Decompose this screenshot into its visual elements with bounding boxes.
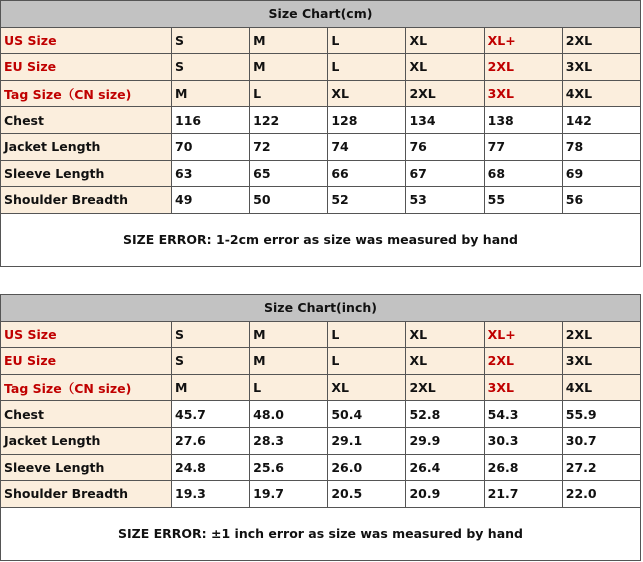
measure-cell: 68 bbox=[484, 160, 562, 187]
size-cell: M bbox=[172, 80, 250, 107]
measure-cell: 76 bbox=[406, 133, 484, 160]
measure-cell: 48.0 bbox=[250, 401, 328, 428]
size-error-note: SIZE ERROR: ±1 inch error as size was measured by hand bbox=[0, 508, 641, 561]
measure-cell: 52 bbox=[328, 187, 406, 214]
measure-cell: 21.7 bbox=[484, 481, 562, 508]
size-cell: 2XL bbox=[406, 80, 484, 107]
row-label: Sleeve Length bbox=[1, 160, 172, 187]
us-size-row bbox=[1, 321, 641, 348]
shoulder-breadth-row bbox=[1, 187, 641, 214]
jacket-length-row bbox=[1, 133, 641, 160]
size-cell: XL bbox=[328, 374, 406, 401]
measure-cell: 53 bbox=[406, 187, 484, 214]
measure-cell: 122 bbox=[250, 107, 328, 134]
size-cell: M bbox=[172, 374, 250, 401]
measure-cell: 55 bbox=[484, 187, 562, 214]
measure-cell: 50 bbox=[250, 187, 328, 214]
row-label: Jacket Length bbox=[1, 427, 172, 454]
measure-cell: 134 bbox=[406, 107, 484, 134]
size-cell: XL bbox=[406, 348, 484, 375]
measure-cell: 19.3 bbox=[172, 481, 250, 508]
size-cell: S bbox=[172, 54, 250, 81]
size-cell: XL+ bbox=[484, 27, 562, 54]
measure-cell: 142 bbox=[562, 107, 640, 134]
row-label: US Size bbox=[1, 27, 172, 54]
size-cell: 2XL bbox=[406, 374, 484, 401]
measure-cell: 26.8 bbox=[484, 454, 562, 481]
size-cell: L bbox=[328, 27, 406, 54]
measure-cell: 55.9 bbox=[562, 401, 640, 428]
size-cell: S bbox=[172, 27, 250, 54]
row-label: EU Size bbox=[1, 348, 172, 375]
measure-cell: 63 bbox=[172, 160, 250, 187]
measure-cell: 138 bbox=[484, 107, 562, 134]
measure-cell: 26.0 bbox=[328, 454, 406, 481]
measure-cell: 54.3 bbox=[484, 401, 562, 428]
measure-cell: 30.7 bbox=[562, 427, 640, 454]
size-cell: XL bbox=[328, 80, 406, 107]
size-cell: L bbox=[250, 80, 328, 107]
table-title-row bbox=[1, 295, 641, 322]
us-size-row bbox=[1, 27, 641, 54]
measure-cell: 74 bbox=[328, 133, 406, 160]
size-cell: 2XL bbox=[562, 27, 640, 54]
size-cell: XL bbox=[406, 321, 484, 348]
size-cell: XL+ bbox=[484, 321, 562, 348]
shoulder-breadth-row bbox=[1, 481, 641, 508]
row-label: Chest bbox=[1, 401, 172, 428]
row-label: Chest bbox=[1, 107, 172, 134]
measure-cell: 29.1 bbox=[328, 427, 406, 454]
size-cell: 2XL bbox=[562, 321, 640, 348]
measure-cell: 65 bbox=[250, 160, 328, 187]
size-cell: S bbox=[172, 321, 250, 348]
size-chart-inch bbox=[0, 294, 641, 561]
row-label: EU Size bbox=[1, 54, 172, 81]
chest-row bbox=[1, 401, 641, 428]
measure-cell: 20.5 bbox=[328, 481, 406, 508]
size-cell: 2XL bbox=[484, 348, 562, 375]
measure-cell: 66 bbox=[328, 160, 406, 187]
size-cell: L bbox=[328, 54, 406, 81]
size-cell: 4XL bbox=[562, 374, 640, 401]
size-table-inch bbox=[0, 294, 641, 508]
size-cell: 3XL bbox=[562, 54, 640, 81]
measure-cell: 50.4 bbox=[328, 401, 406, 428]
measure-cell: 77 bbox=[484, 133, 562, 160]
size-cell: S bbox=[172, 348, 250, 375]
sleeve-length-row bbox=[1, 160, 641, 187]
table-title: Size Chart(cm) bbox=[1, 1, 641, 28]
measure-cell: 56 bbox=[562, 187, 640, 214]
size-cell: 3XL bbox=[484, 80, 562, 107]
size-cell: M bbox=[250, 348, 328, 375]
measure-cell: 78 bbox=[562, 133, 640, 160]
row-label: Jacket Length bbox=[1, 133, 172, 160]
size-table-cm bbox=[0, 0, 641, 214]
size-cell: M bbox=[250, 54, 328, 81]
size-cell: M bbox=[250, 321, 328, 348]
measure-cell: 49 bbox=[172, 187, 250, 214]
size-cell: L bbox=[328, 321, 406, 348]
size-cell: M bbox=[250, 27, 328, 54]
measure-cell: 24.8 bbox=[172, 454, 250, 481]
eu-size-row bbox=[1, 348, 641, 375]
size-cell: L bbox=[250, 374, 328, 401]
sleeve-length-row bbox=[1, 454, 641, 481]
tag-size-row bbox=[1, 374, 641, 401]
chest-row bbox=[1, 107, 641, 134]
measure-cell: 27.2 bbox=[562, 454, 640, 481]
measure-cell: 20.9 bbox=[406, 481, 484, 508]
measure-cell: 22.0 bbox=[562, 481, 640, 508]
measure-cell: 67 bbox=[406, 160, 484, 187]
measure-cell: 26.4 bbox=[406, 454, 484, 481]
size-error-note: SIZE ERROR: 1-2cm error as size was measured by hand bbox=[0, 214, 641, 267]
measure-cell: 19.7 bbox=[250, 481, 328, 508]
table-title: Size Chart(inch) bbox=[1, 295, 641, 322]
table-title-row bbox=[1, 1, 641, 28]
measure-cell: 116 bbox=[172, 107, 250, 134]
eu-size-row bbox=[1, 54, 641, 81]
size-cell: 3XL bbox=[562, 348, 640, 375]
measure-cell: 30.3 bbox=[484, 427, 562, 454]
row-label: Tag Size（CN size) bbox=[1, 80, 172, 107]
row-label: Tag Size（CN size) bbox=[1, 374, 172, 401]
measure-cell: 25.6 bbox=[250, 454, 328, 481]
row-label: Shoulder Breadth bbox=[1, 481, 172, 508]
jacket-length-row bbox=[1, 427, 641, 454]
measure-cell: 45.7 bbox=[172, 401, 250, 428]
measure-cell: 29.9 bbox=[406, 427, 484, 454]
measure-cell: 72 bbox=[250, 133, 328, 160]
size-cell: 3XL bbox=[484, 374, 562, 401]
measure-cell: 28.3 bbox=[250, 427, 328, 454]
size-cell: L bbox=[328, 348, 406, 375]
tag-size-row bbox=[1, 80, 641, 107]
measure-cell: 128 bbox=[328, 107, 406, 134]
row-label: Sleeve Length bbox=[1, 454, 172, 481]
size-chart-cm bbox=[0, 0, 641, 267]
measure-cell: 70 bbox=[172, 133, 250, 160]
row-label: Shoulder Breadth bbox=[1, 187, 172, 214]
measure-cell: 52.8 bbox=[406, 401, 484, 428]
size-cell: XL bbox=[406, 54, 484, 81]
size-cell: 4XL bbox=[562, 80, 640, 107]
measure-cell: 69 bbox=[562, 160, 640, 187]
size-cell: XL bbox=[406, 27, 484, 54]
measure-cell: 27.6 bbox=[172, 427, 250, 454]
size-cell: 2XL bbox=[484, 54, 562, 81]
row-label: US Size bbox=[1, 321, 172, 348]
